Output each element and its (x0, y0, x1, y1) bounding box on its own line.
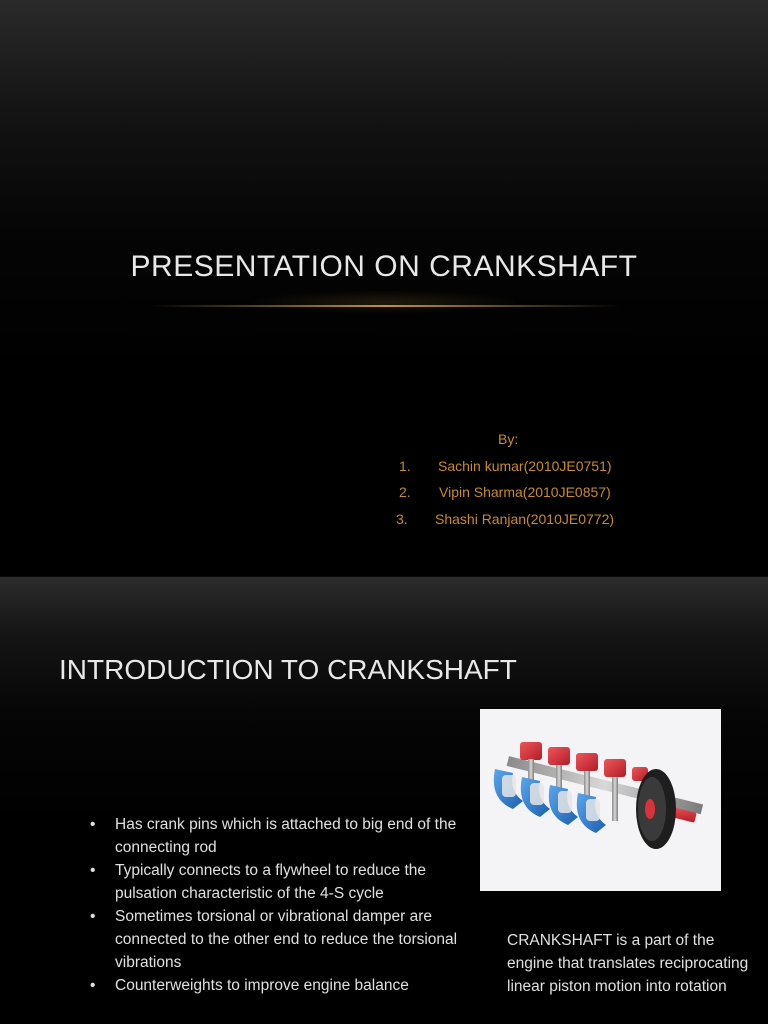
author-name: Sachin kumar(2010JE0751) (438, 458, 612, 474)
crankshaft-caption: CRANKSHAFT is a part of the engine that translates reciprocating linear piston motion into rotation (507, 932, 749, 995)
author-name: Shashi Ranjan(2010JE0772) (435, 511, 615, 527)
introduction-slide (0, 577, 768, 1024)
title-glow (250, 290, 520, 314)
bullet-item: • Counterweights to improve engine balance (90, 974, 470, 997)
author-number: 1. (399, 458, 411, 474)
slide-title: INTRODUCTION TO CRANKSHAFT (59, 654, 517, 685)
author-name: Vipin Sharma(2010JE0857) (439, 484, 611, 500)
bullet-list (90, 813, 470, 997)
crankshaft-illustration (480, 709, 721, 891)
author-number: 2. (399, 484, 411, 500)
presentation-title: PRESENTATION ON CRANKSHAFT (130, 250, 638, 283)
by-label: By: (498, 431, 519, 447)
author-number: 3. (396, 511, 408, 527)
bullet-item: • Has crank pins which is attached to big end of the connecting rod (90, 813, 470, 859)
bullet-item: • Typically connects to a flywheel to reduce the pulsation characteristic of the 4-S cycle (90, 859, 470, 905)
crankshaft-image (480, 709, 721, 891)
title-underline (150, 305, 620, 307)
bullet-item: • Sometimes torsional or vibrational damper are connected to the other end to reduce the torsional vibrations (90, 905, 470, 974)
